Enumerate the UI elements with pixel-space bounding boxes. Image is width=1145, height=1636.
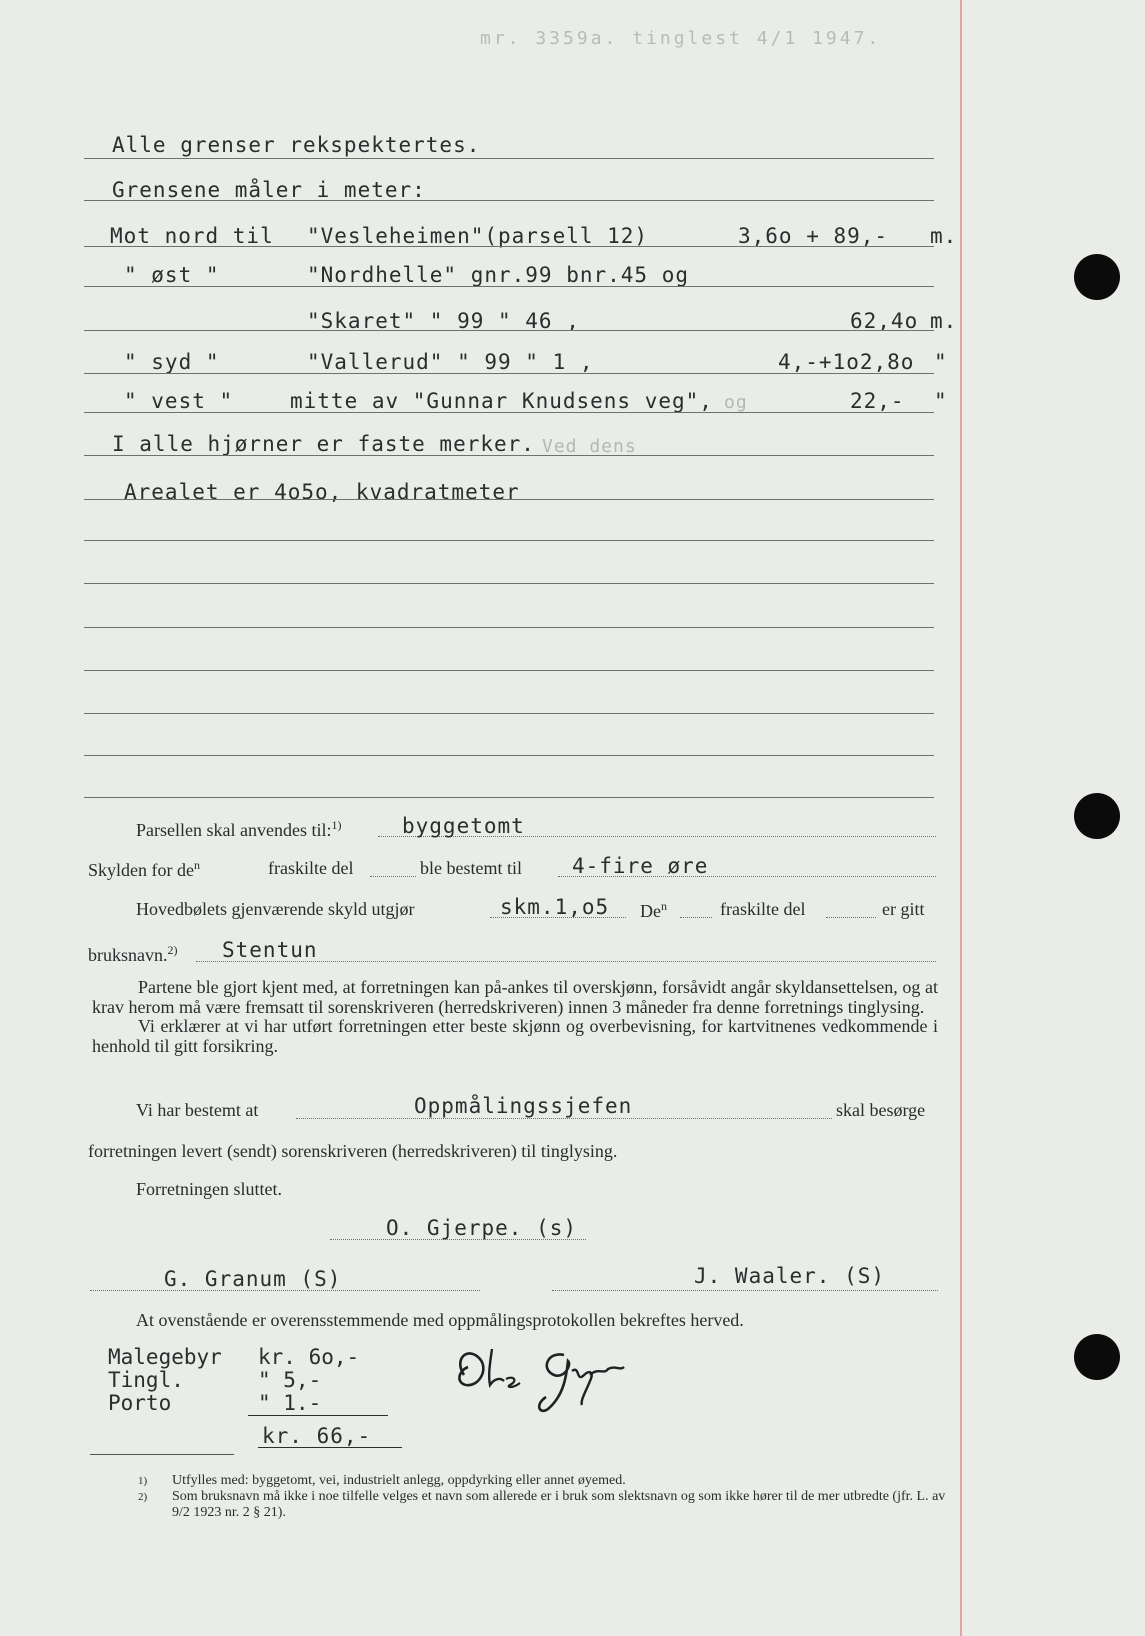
boundary-east-direction: " øst "	[124, 263, 220, 287]
use-label: Parsellen skal anvendes til:$^{1)}$	[136, 818, 342, 840]
ruled-line	[84, 286, 934, 287]
boundary-east-measure: 62,4o	[850, 309, 919, 333]
fee-table	[108, 1346, 388, 1415]
ruled-line	[84, 246, 934, 247]
hoved-de: De$^n$	[640, 899, 667, 921]
area-statement: Arealet er 4o5o, kvadratmeter	[124, 480, 520, 504]
fee-value: " 5,-	[258, 1368, 322, 1392]
boundary-west-struck-text: og	[724, 392, 748, 413]
signature-right-line	[552, 1290, 938, 1291]
bruksnavn-label: bruksnavn.$^{2)}$	[88, 943, 178, 965]
boundary-north-measure: 3,6o + 89,-	[738, 224, 889, 248]
boundary-south-description: "Vallerud" " 99 " 1 ,	[307, 350, 594, 374]
hoved-label: Hovedbølets gjenværende skyld utgjør	[136, 899, 415, 919]
boundary-west-direction: " vest "	[124, 389, 234, 413]
hoved-dotted-line-2	[680, 917, 712, 918]
boundary-west-unit: "	[934, 389, 948, 413]
bestemt-value: Oppmålingssjefen	[414, 1094, 633, 1118]
skyld-value: 4-fire øre	[572, 854, 709, 878]
footnote-ref-2: 2)	[167, 943, 178, 957]
hoved-dotted-line-3	[826, 917, 876, 918]
signature-left: G. Granum (S)	[164, 1267, 342, 1291]
boundary-east-unit: m.	[930, 309, 958, 333]
declaration-paragraph-text: Vi erklærer at vi har utført forretningen etter beste skjønn og overbevisning, for kartvitnenes vedkommende i henhold til gitt forsikring.	[92, 1016, 938, 1056]
faint-header-stamp: mr. 3359a. tinglest 4/1 1947.	[480, 28, 882, 49]
fee-row	[108, 1392, 388, 1415]
footnote-2: 2) Som bruksnavn må ikke i noe tilfelle velges et navn som allerede er i bruk som slektsnavn og som ikke hører til de mer utbredte (jfr. L. av 9/2 1923 nr. 2 § 21).	[138, 1489, 946, 1520]
boundary-south-unit: "	[934, 350, 948, 374]
skyld-dotted-line-1	[370, 876, 416, 877]
fee-value: " 1.-	[258, 1391, 322, 1415]
footnote-1: 1) Utfylles med: byggetomt, vei, industrielt anlegg, oppdyrking eller annet øyemed.	[138, 1473, 626, 1488]
fee-value: kr. 6o,-	[258, 1345, 360, 1369]
ruled-line	[84, 330, 934, 331]
red-margin-line	[960, 0, 962, 1636]
skyld-label-1: Skylden for $de^n$	[88, 858, 200, 880]
footnote-1-mark: 1)	[138, 1475, 148, 1487]
fee-label: Malegebyr	[108, 1345, 222, 1369]
boundary-north-direction: Mot nord til	[110, 224, 274, 248]
boundary-south-measure: 4,-+1o2,8o	[778, 350, 915, 374]
fee-row	[108, 1369, 388, 1392]
boundary-north-description: "Vesleheimen"(parsell 12)	[307, 224, 649, 248]
ruled-line	[84, 158, 934, 159]
ruled-line	[84, 670, 934, 671]
fee-label: Porto	[108, 1391, 172, 1415]
fee-subtotal-line	[248, 1415, 388, 1416]
sluttet-text: Forretningen sluttet.	[136, 1179, 282, 1199]
fee-total-underline	[258, 1447, 402, 1448]
boundary-east-description: "Nordhelle" gnr.99 bnr.45 og	[307, 263, 690, 287]
boundary-south-direction: " syd "	[124, 350, 220, 374]
fee-label: Tingl.	[108, 1368, 184, 1392]
ruled-line	[84, 373, 934, 374]
ruled-line	[84, 412, 934, 413]
footnote-separator	[90, 1454, 234, 1455]
boundary-west-measure: 22,-	[850, 389, 905, 413]
fee-total: kr. 66,-	[262, 1424, 372, 1448]
signature-left-line	[90, 1290, 480, 1291]
intro-line-2: Grensene måler i meter:	[112, 178, 426, 202]
footnote-ref-1: 1)	[331, 818, 342, 832]
levert-text: forretningen levert (sendt) sorenskriveren (herredskriveren) til tinglysing.	[88, 1141, 618, 1161]
certification-text: At ovenstående er overensstemmende med oppmålingsprotokollen bekreftes herved.	[136, 1310, 744, 1330]
skyld-label-2: fraskilte del	[268, 858, 354, 878]
ruled-line	[84, 627, 934, 628]
binder-hole-bottom	[1074, 1334, 1120, 1380]
appeal-paragraph-text: Partene ble gjort kjent med, at forretningen kan på-ankes til overskjønn, forsåvidt angår skyldansettelsen, og at krav herom må være fremsatt til sorenskriveren (herredskriveren) innen 3 måneder fra denne forretnings tinglysing.	[92, 977, 938, 1017]
hoved-superscript: n	[661, 899, 667, 913]
ruled-line	[84, 797, 934, 798]
skyld-superscript-1: n	[193, 858, 200, 872]
binder-hole-top	[1074, 254, 1120, 300]
bestemt-label: Vi har bestemt at	[136, 1100, 259, 1120]
handwritten-signature	[444, 1335, 664, 1425]
appeal-paragraph	[92, 978, 938, 1056]
hoved-fraskilte: fraskilte del	[720, 899, 806, 919]
skyld-label-3: ble bestemt til	[420, 858, 522, 878]
ruled-line	[84, 200, 934, 201]
signature-main-line	[330, 1239, 586, 1240]
signature-right: J. Waaler. (S)	[694, 1264, 886, 1288]
corners-faint-text: Ved dens	[542, 436, 637, 457]
ruled-line	[84, 713, 934, 714]
ruled-line	[84, 540, 934, 541]
hoved-value: skm.1,o5	[500, 895, 610, 919]
boundary-north-unit: m.	[930, 224, 958, 248]
signature-main: O. Gjerpe. (s)	[386, 1216, 578, 1240]
ruled-line	[84, 755, 934, 756]
use-value: byggetomt	[402, 814, 525, 838]
corners-statement: I alle hjørner er faste merker.	[112, 432, 535, 456]
footnotes	[138, 1473, 946, 1521]
bestemt-dotted-line	[296, 1118, 832, 1119]
ruled-line	[84, 583, 934, 584]
footnote-2-mark: 2)	[138, 1491, 148, 1503]
boundary-east-description-2: "Skaret" " 99 " 46 ,	[307, 309, 580, 333]
hoved-er-gitt: er gitt	[882, 899, 925, 919]
boundary-west-description: mitte av "Gunnar Knudsens veg",	[290, 389, 713, 413]
binder-hole-middle	[1074, 793, 1120, 839]
intro-line-1: Alle grenser rekspektertes.	[112, 133, 481, 157]
fee-row	[108, 1346, 388, 1369]
ruled-line	[84, 455, 934, 456]
ruled-line	[84, 499, 934, 500]
bestemt-suffix: skal besørge	[836, 1100, 926, 1120]
bruksnavn-value: Stentun	[222, 938, 318, 962]
